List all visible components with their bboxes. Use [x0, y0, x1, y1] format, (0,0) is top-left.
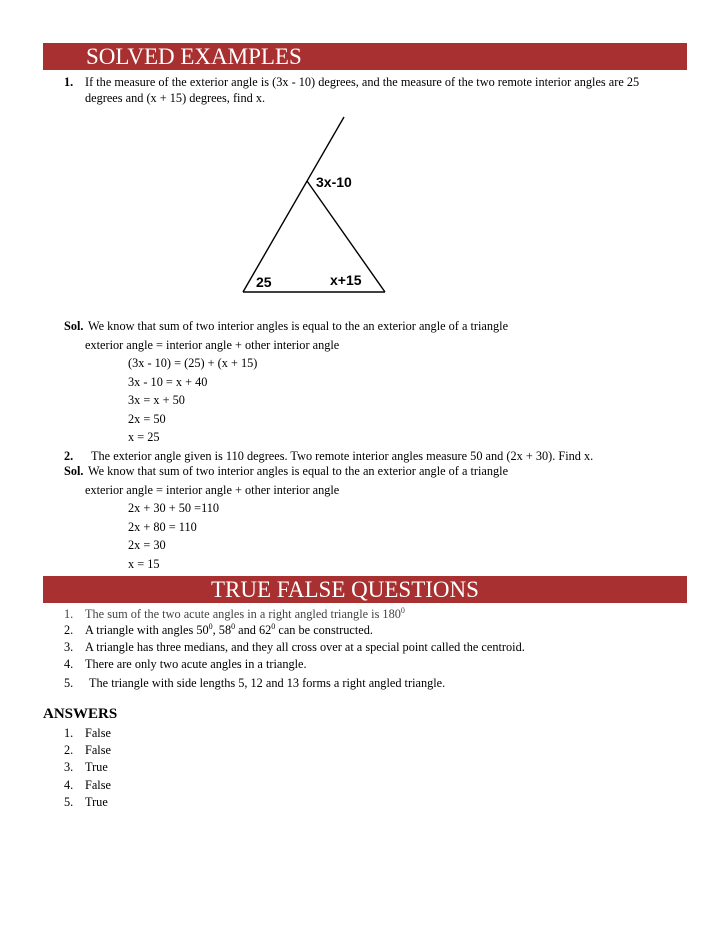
true-false-banner [43, 576, 687, 603]
answer-number: 2. [64, 743, 74, 757]
label-right-angle: x+15 [330, 272, 362, 288]
example-1-rule: exterior angle = interior angle + other interior angle [85, 338, 340, 352]
example-1-number: 1. [64, 75, 74, 89]
answers-heading: ANSWERS [43, 706, 118, 722]
question-2-text: A triangle with angles $50^0$, $58^0$ and $62^0$ can be constructed. [85, 621, 373, 637]
example-2-step: 2x + 30 + 50 =110 [128, 501, 220, 515]
example-2-question: The exterior angle given is 110 degrees. Two remote interior angles measure 50 and (2x + 30). Find x. [91, 449, 594, 463]
question-5-text: The triangle with side lengths 5, 12 and 13 forms a right angled triangle. [89, 676, 446, 690]
question-number: 5. [64, 676, 74, 690]
example-1-step: 2x = 50 [128, 412, 166, 426]
example-1-question-line1: If the measure of the exterior angle is (3x - 10) degrees, and the measure of the two remote interior angles are 25 [85, 75, 640, 89]
example-1-step: (3x - 10) = (25) + (x + 15) [128, 356, 258, 370]
answer-number: 1. [64, 726, 74, 740]
answer-number: 5. [64, 795, 74, 809]
question-4-text: There are only two acute angles in a triangle. [85, 657, 307, 671]
answer-text: True [85, 760, 108, 774]
answer-text: False [85, 778, 111, 792]
label-exterior-angle: 3x-10 [316, 174, 352, 190]
solved-examples-title: SOLVED EXAMPLES [86, 44, 302, 69]
question-number: 4. [64, 657, 74, 671]
example-1-sol-label: Sol. [64, 319, 84, 333]
example-1-step: 3x = x + 50 [128, 393, 185, 407]
triangle-figure [235, 112, 395, 298]
answer-number: 3. [64, 760, 74, 774]
true-false-title: TRUE FALSE QUESTIONS [211, 577, 479, 602]
example-2-sol-label: Sol. [64, 464, 84, 478]
example-1-step: x = 25 [128, 430, 160, 444]
question-1-text: The sum of the two acute angles in a right angled triangle is $180^0$ [85, 605, 405, 621]
answer-text: True [85, 795, 108, 809]
example-2-number: 2. [64, 449, 74, 463]
example-1-step: 3x - 10 = x + 40 [128, 375, 208, 389]
example-2-step: 2x = 30 [128, 538, 166, 552]
answer-text: False [85, 726, 111, 740]
example-2-step: x = 15 [128, 557, 160, 571]
example-2-sol-text: We know that sum of two interior angles is equal to the an exterior angle of a triangle [88, 464, 509, 478]
solved-examples-banner [43, 43, 687, 70]
question-number: 3. [64, 640, 74, 654]
question-3-text: A triangle has three medians, and they all cross over at a special point called the centroid. [85, 640, 525, 654]
question-number: 1. [64, 607, 74, 621]
answer-number: 4. [64, 778, 74, 792]
label-left-angle: 25 [256, 274, 272, 290]
example-1-sol-text: We know that sum of two interior angles is equal to the an exterior angle of a triangle [88, 319, 509, 333]
triangle-left-side-extended [243, 117, 344, 292]
example-1-question-line2: degrees and (x + 15) degrees, find x. [85, 91, 266, 105]
question-number: 2. [64, 623, 74, 637]
answer-text: False [85, 743, 111, 757]
example-2-rule: exterior angle = interior angle + other interior angle [85, 483, 340, 497]
example-2-step: 2x + 80 = 110 [128, 520, 197, 534]
